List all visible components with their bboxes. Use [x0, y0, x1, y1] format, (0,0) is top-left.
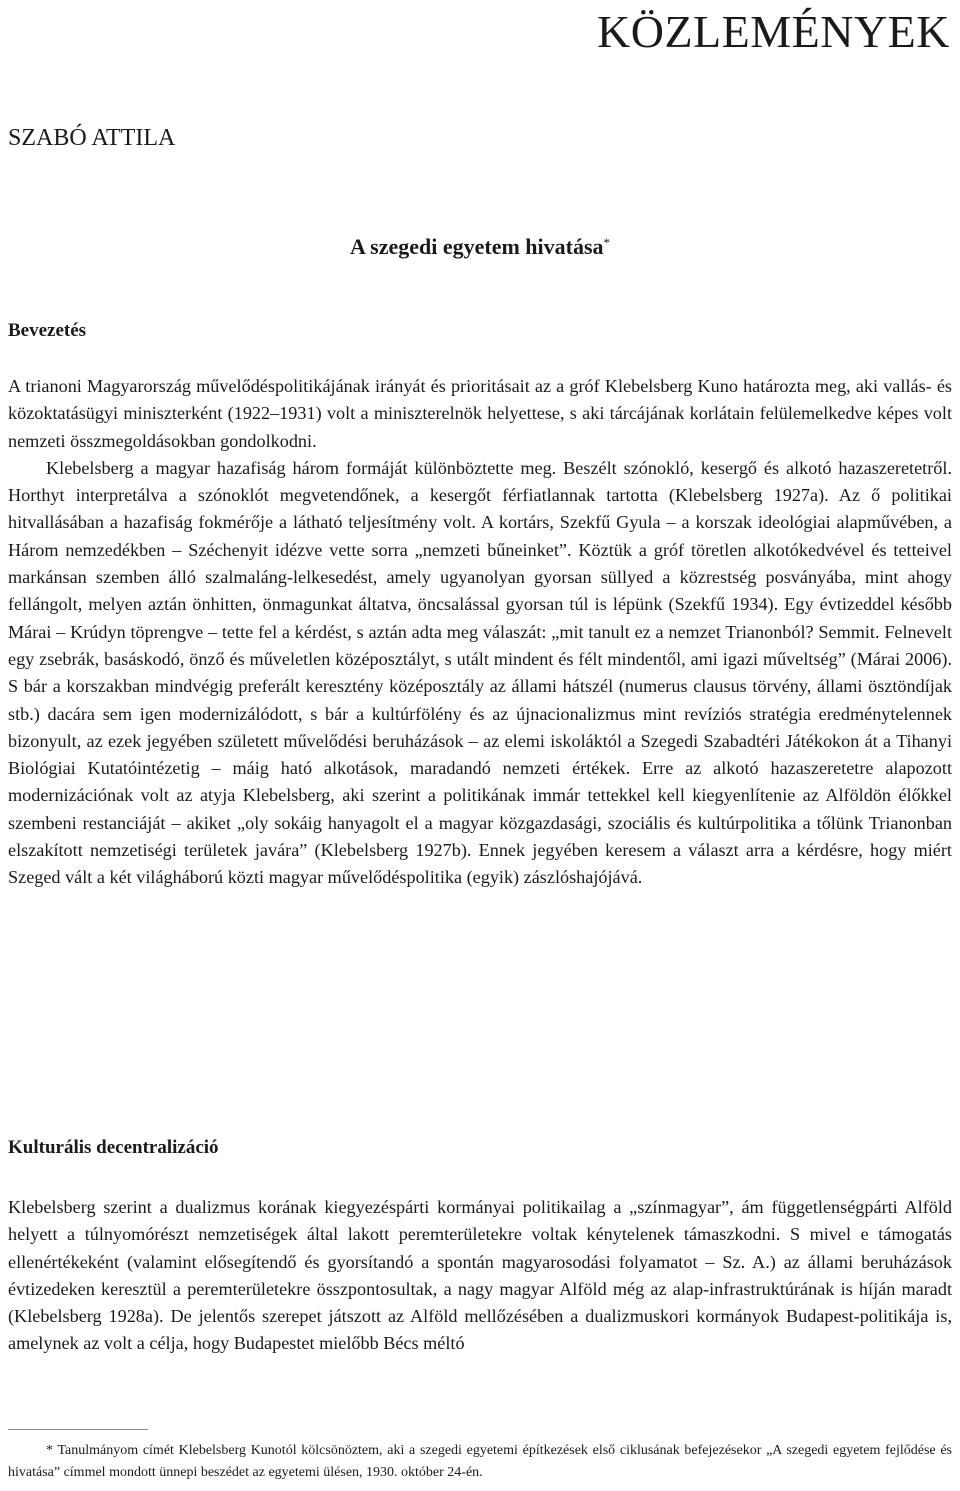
- article-author: SZABÓ ATTILA: [8, 125, 176, 151]
- paragraph: Klebelsberg a magyar hazafiság három formáját különböztette meg. Beszélt szónokló, kesergő és alkotó hazaszeretetről. Horthyt interpretálva a szónoklót megvetendőnek, a kesergőt férfiatlannak tartotta (Klebelsberg 1927a). Az ő politikai hitvallásában a hazafiság fokmérője a látható teljesítmény volt. A kortárs, Szekfű Gyula – a korszak ideológiai alapművében, a Három nemzedékben – Széchenyit idézve vette sorra „nemzeti bűneinket”. Köztük a gróf töretlen alkotókedvével és tetteivel markánsan szemben álló szalmaláng-lelkesedést, amely ugyanolyan gyorsan süllyed a közrestség posványába, mint ahogy fellángolt, melyen aztán önhitten, önmagunkat áltatva, öncsalással gyorsan túl is lépünk (Szekfű 1934). Egy évtizeddel később Márai – Krúdyn töprengve – tette fel a kérdést, s aztán adta meg válaszát: „mit tanult ez a nemzet Trianonból? Semmit. Felnevelt egy zsebrák, basáskodó, önző és műveletlen középosztályt, s utált mindent és félt mindentől, ami igazi műveltség” (Márai 2006). S bár a korszakban mindvégig preferált keresztény középosztály az állami hátszél (numerus clausus törvény, állami ösztöndíjak stb.) dacára sem igen modernizálódott, s bár a kultúrfölény és az újnacionalizmus mint revíziós stratégia eredménytelennek bizonyult, az ezek jegyében született művelődési beruházások – az elemi iskoláktól a Szegedi Szabadtéri Játékokon át a Tihanyi Biológiai Kutatóintézetig – máig ható alkotások, maradandó nemzeti értékek. Erre az alkotó hazaszeretetre alapozott modernizációnak volt az atyja Klebelsberg, aki szerint a politikának immár tettekkel kell kiegyenlítenie az Alföldön élőkkel szembeni restanciáját – akiket „oly sokáig hanyagolt el a magyar közgazdasági, szociális és kultúrpolitika a tőlünk Trianonban elszakított nemzetiségi területek javára” (Klebelsberg 1927b). Ennek jegyében keresem a választ arra a kérdésre, hogy miért Szeged vált a két világháború közti magyar művelődéspolitika (egyik) zászlóshajójává.: [8, 457, 952, 888]
- section-heading-intro: Bevezetés: [8, 320, 87, 341]
- footnote-text: Tanulmányom címét Klebelsberg Kunotól kölcsönöztem, aki a szegedi egyetemi építkezések első ciklusának befejezésekor „A szegedi egyetem fejlődése és hivatása” címmel mondott ünnepi beszédet az egyetemi ülésen, 1930. október 24-én.: [8, 1443, 952, 1480]
- footnote-marker: *: [603, 235, 611, 250]
- paragraph: A trianoni Magyarország művelődéspolitikájának irányát és prioritásait az a gróf Klebelsberg Kuno határozta meg, aki vallás- és közoktatásügyi miniszterként (1922–1931) volt a miniszterelnök helyettese, s aki tárcájának korlátain felülemelkedve képes volt nemzeti összmegoldásokban gondolkodni.: [8, 376, 952, 451]
- article-title-text: A szegedi egyetem hivatása: [349, 234, 604, 259]
- section-body-decentralization: [8, 1194, 952, 1358]
- article-title: [0, 232, 960, 262]
- section-header: KÖZLEMÉNYEK: [597, 6, 950, 57]
- footnote: [8, 1440, 952, 1484]
- section-heading-decentralization: Kulturális decentralizáció: [8, 1137, 219, 1158]
- footnote-divider: [8, 1429, 148, 1430]
- section-body-intro: [8, 373, 952, 892]
- footnote-marker: *: [46, 1443, 53, 1458]
- paragraph: Klebelsberg szerint a dualizmus korának kiegyezéspárti kormányai politikailag a „színmagyar”, ám függetlenségpárti Alföld helyett a túlnyomórészt nemzetiségek által lakott peremterületekre voltak kénytelenek támaszkodni. S mivel e támogatás ellenértékeként (valamint elősegítendő és gyorsítandó a spontán magyarosodási folyamatot – Sz. A.) az állami beruházások évtizedeken keresztül a peremterületekre összpontosultak, a nagy magyar Alföld még az alap-infrastruktúrának is híján maradt (Klebelsberg 1928a). De jelentős szerepet játszott az Alföld mellőzésében a dualizmuskori kormányok Budapest-politikája is, amelynek az volt a célja, hogy Budapestet mielőbb Bécs méltó: [8, 1197, 952, 1354]
